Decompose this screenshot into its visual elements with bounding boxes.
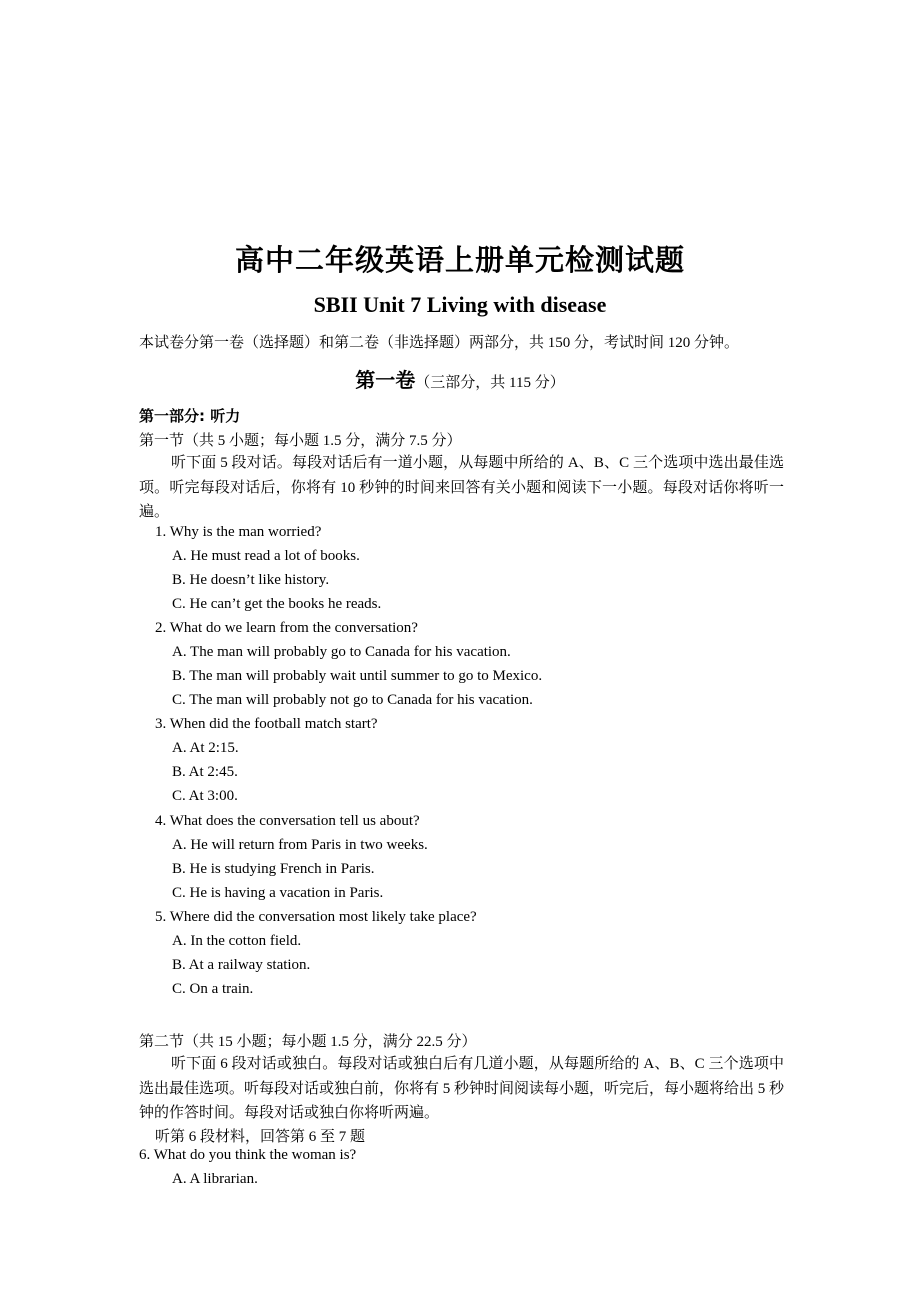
- question-option: B. He is studying French in Paris.: [172, 861, 375, 877]
- question-option: C. On a train.: [172, 981, 254, 997]
- question-option: A. He must read a lot of books.: [172, 548, 360, 564]
- section1-heading: 第一节（共 5 小题；每小题 1.5 分，满分 7.5 分）: [139, 433, 462, 449]
- section2-instructions: 听下面 6 段对话或独白。每段对话或独白后有几道小题，从每题所给的 A、B、C 三个选项中选出最佳选项。听每段对话或独白前，你将有 5 秒钟时间阅读每小题，听完后，每小题将给出 5 秒钟的作答时间。每段对话或独白你将听两遍。: [139, 1056, 785, 1121]
- question-option: C. He is having a vacation in Paris.: [172, 885, 384, 901]
- volume-note: （三部分，共 115 分）: [415, 375, 565, 391]
- question-option: A. In the cotton field.: [172, 933, 302, 949]
- question-stem: 3. When did the football match start?: [155, 716, 378, 732]
- question-option: C. He can’t get the books he reads.: [172, 596, 382, 612]
- question-option: A. A librarian.: [172, 1171, 258, 1187]
- question-option: C. At 3:00.: [172, 788, 238, 804]
- question-option: B. He doesn’t like history.: [172, 572, 330, 588]
- volume-name: 第一卷: [355, 368, 416, 392]
- question-stem: 2. What do we learn from the conversation?: [155, 620, 418, 636]
- material-note: 听第 6 段材料，回答第 6 至 7 题: [155, 1129, 366, 1145]
- question-option: B. At a railway station.: [172, 957, 311, 973]
- exam-intro: 本试卷分第一卷（选择题）和第二卷（非选择题）两部分，共 150 分，考试时间 120 分钟。: [139, 335, 740, 351]
- question-option: A. At 2:15.: [172, 740, 239, 756]
- section2-heading: 第二节（共 15 小题；每小题 1.5 分，满分 22.5 分）: [139, 1034, 477, 1050]
- document-title: 高中二年级英语上册单元检测试题: [234, 243, 685, 277]
- volume-heading: [0, 364, 920, 393]
- part1-title: 第一部分: 听力: [139, 407, 241, 425]
- document-subtitle: SBII Unit 7 Living with disease: [313, 292, 607, 317]
- question-option: A. The man will probably go to Canada for his vacation.: [172, 644, 511, 660]
- question-stem: 1. Why is the man worried?: [155, 524, 322, 540]
- question-stem: 5. Where did the conversation most likely take place?: [155, 909, 477, 925]
- question-stem: 4. What does the conversation tell us about?: [155, 813, 420, 829]
- question-stem: 6. What do you think the woman is?: [139, 1147, 357, 1163]
- question-option: A. He will return from Paris in two weeks.: [172, 837, 428, 853]
- question-option: B. At 2:45.: [172, 764, 238, 780]
- section1-instructions: 听下面 5 段对话。每段对话后有一道小题，从每题中所给的 A、B、C 三个选项中选出最佳选项。听完每段对话后，你将有 10 秒钟的时间来回答有关小题和阅读下一小题。每段对话你将听一遍。: [139, 455, 784, 520]
- question-option: C. The man will probably not go to Canada for his vacation.: [172, 692, 533, 708]
- question-option: B. The man will probably wait until summer to go to Mexico.: [172, 668, 543, 684]
